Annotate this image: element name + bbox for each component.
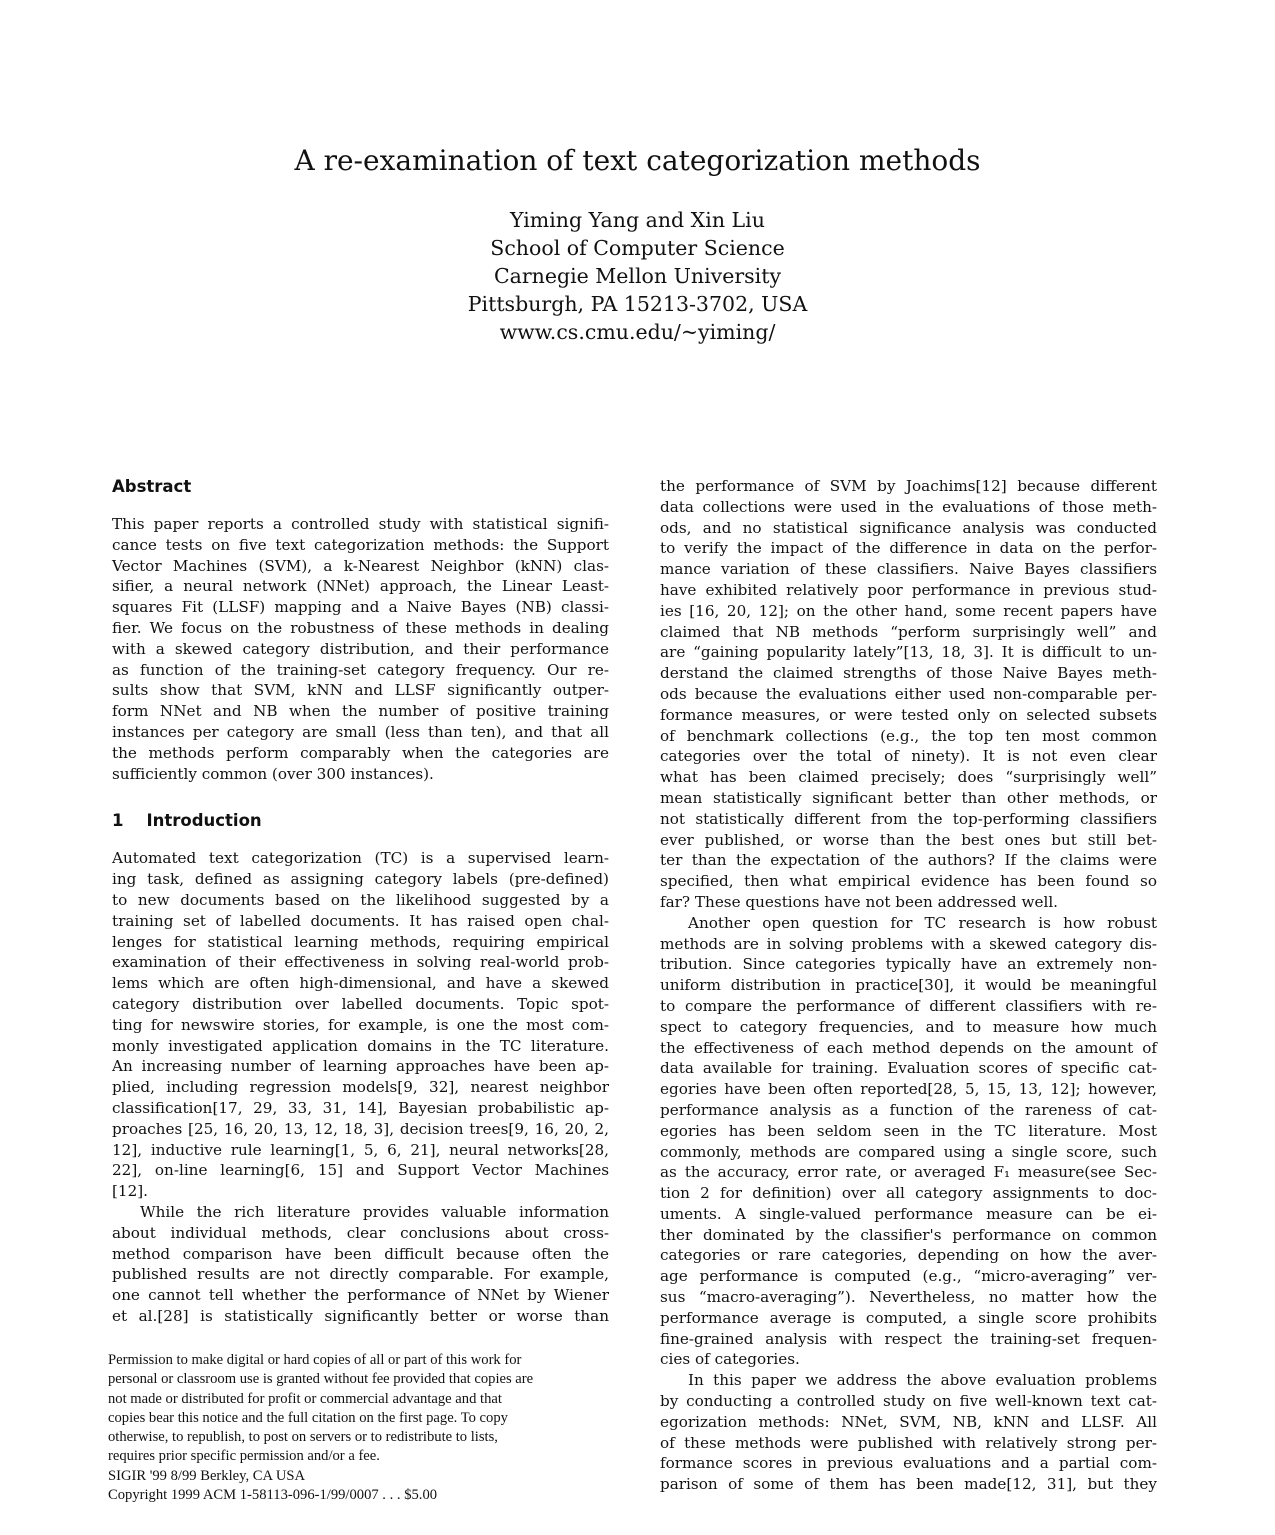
text-line: While the rich literature provides valuable information bbox=[140, 1202, 609, 1221]
text-line: Vector Machines (SVM), a k-Nearest Neighbor (kNN) clas- bbox=[112, 556, 609, 575]
text-line: method comparison have been difficult because often the bbox=[112, 1244, 609, 1263]
author-block bbox=[0, 206, 1275, 346]
text-line: about individual methods, clear conclusions about cross- bbox=[112, 1223, 609, 1242]
text-line: 22], on-line learning[6, 15] and Support Vector Machines bbox=[112, 1161, 609, 1180]
right-paragraph-2 bbox=[660, 913, 1157, 1371]
author-department: School of Computer Science bbox=[490, 236, 785, 260]
text-line: 12], inductive rule learning[1, 5, 6, 21], neural networks[28, bbox=[112, 1140, 609, 1159]
author-url: www.cs.cmu.edu/~yiming/ bbox=[499, 320, 776, 344]
section-heading-introduction: 1 Introduction bbox=[112, 811, 262, 831]
permission-line: requires prior specific permission and/or a fee. bbox=[108, 1448, 380, 1465]
text-line: the performance of SVM by Joachims[12] because different bbox=[660, 477, 1157, 495]
permission-line: not made or distributed for profit or commercial advantage and that bbox=[108, 1390, 502, 1407]
text-line: cies of categories. bbox=[660, 1350, 800, 1369]
text-line: categories or rare categories, depending on how the aver- bbox=[660, 1246, 1157, 1265]
permission-notice bbox=[108, 1351, 608, 1505]
text-line: This paper reports a controlled study with statistical signifi- bbox=[112, 515, 609, 533]
text-line: egories have been often reported[28, 5, 15, 13, 12]; however, bbox=[660, 1080, 1157, 1099]
permission-line: Copyright 1999 ACM 1-58113-096-1/99/0007 . . . $5.00 bbox=[108, 1487, 438, 1504]
text-line: training set of labelled documents. It has raised open chal- bbox=[112, 911, 609, 930]
text-line: et al.[28] is statistically significantly better or worse than bbox=[112, 1306, 609, 1325]
text-line: [12]. bbox=[112, 1182, 149, 1201]
text-line: tion 2 for definition) over all category assignments to doc- bbox=[660, 1184, 1157, 1203]
text-line: are “gaining popularity lately”[13, 18, 3]. It is difficult to un- bbox=[660, 643, 1157, 662]
right-column bbox=[660, 476, 1157, 1495]
text-line: sufficiently common (over 300 instances). bbox=[112, 764, 434, 783]
text-line: An increasing number of learning approaches have been ap- bbox=[112, 1057, 609, 1076]
text-line: classification[17, 29, 33, 31, 14], Bayesian probabilistic ap- bbox=[112, 1098, 609, 1117]
text-line: as function of the training-set category frequency. Our re- bbox=[112, 660, 609, 679]
text-line: performance analysis as a function of the rareness of cat- bbox=[660, 1100, 1157, 1119]
left-column bbox=[112, 476, 609, 1327]
text-line: egorization methods: NNet, SVM, NB, kNN and LLSF. All bbox=[660, 1412, 1157, 1431]
text-line: performance average is computed, a single score prohibits bbox=[660, 1308, 1157, 1327]
text-line: one cannot tell whether the performance of NNet by Wiener bbox=[112, 1286, 609, 1305]
author-university: Carnegie Mellon University bbox=[493, 264, 782, 288]
text-line: claimed that NB methods “perform surprisingly well” and bbox=[660, 622, 1157, 641]
abstract-text bbox=[112, 514, 609, 784]
text-line: spect to category frequencies, and to measure how much bbox=[660, 1017, 1157, 1036]
text-line: data collections were used in the evaluations of those meth- bbox=[660, 497, 1157, 516]
text-line: ods because the evaluations either used non-comparable per- bbox=[660, 684, 1157, 703]
text-line: of benchmark collections (e.g., the top ten most common bbox=[660, 726, 1157, 745]
intro-paragraph-2 bbox=[112, 1202, 609, 1327]
permission-line: SIGIR '99 8/99 Berkley, CA USA bbox=[108, 1467, 306, 1484]
text-line: egories has been seldom seen in the TC literature. Most bbox=[660, 1121, 1157, 1140]
text-line: have exhibited relatively poor performance in previous stud- bbox=[660, 580, 1157, 599]
text-line: ter than the expectation of the authors? If the claims were bbox=[660, 851, 1157, 870]
text-line: examination of their effectiveness in solving real-world prob- bbox=[112, 953, 609, 972]
text-line: lems which are often high-dimensional, and have a skewed bbox=[112, 974, 609, 993]
text-line: specified, then what empirical evidence has been found so bbox=[660, 872, 1157, 891]
text-line: fine-grained analysis with respect the training-set frequen- bbox=[660, 1329, 1157, 1348]
text-line: to verify the impact of the difference in data on the perfor- bbox=[660, 539, 1157, 558]
text-line: monly investigated application domains in the TC literature. bbox=[112, 1036, 609, 1055]
text-line: Automated text categorization (TC) is a supervised learn- bbox=[112, 849, 609, 868]
text-line: mean statistically significant better than other methods, or bbox=[660, 788, 1157, 807]
text-line: squares Fit (LLSF) mapping and a Naive Bayes (NB) classi- bbox=[112, 598, 609, 617]
text-line: ther dominated by the classifier's performance on common bbox=[660, 1225, 1157, 1244]
text-line: sus “macro-averaging”). Nevertheless, no matter how the bbox=[660, 1288, 1157, 1307]
text-line: the methods perform comparably when the categories are bbox=[112, 743, 609, 762]
text-line: derstand the claimed strengths of those Naive Bayes meth- bbox=[660, 664, 1157, 683]
text-line: category distribution over labelled documents. Topic spot- bbox=[112, 994, 609, 1013]
intro-paragraph-1 bbox=[112, 848, 609, 1202]
text-line: sifier, a neural network (NNet) approach, the Linear Least- bbox=[112, 577, 609, 596]
text-line: not statistically different from the top-performing classifiers bbox=[660, 809, 1157, 828]
text-line: tribution. Since categories typically have an extremely non- bbox=[660, 955, 1157, 974]
paper-title: A re-examination of text categorization methods bbox=[294, 144, 981, 177]
text-line: to compare the performance of different classifiers with re- bbox=[660, 996, 1157, 1015]
text-line: as the accuracy, error rate, or averaged F₁ measure(see Sec- bbox=[660, 1163, 1157, 1182]
abstract-heading: Abstract bbox=[112, 477, 192, 496]
text-line: uniform distribution in practice[30], it would be meaningful bbox=[660, 976, 1157, 995]
text-line: far? These questions have not been addressed well. bbox=[660, 892, 1059, 911]
text-line: instances per category are small (less than ten), and that all bbox=[112, 722, 609, 741]
right-paragraph-1 bbox=[660, 476, 1157, 913]
text-line: formance measures, or were tested only on selected subsets bbox=[660, 705, 1157, 724]
text-line: fier. We focus on the robustness of these methods in dealing bbox=[112, 618, 609, 637]
text-line: proaches [25, 16, 20, 13, 12, 18, 3], decision trees[9, 16, 20, 2, bbox=[112, 1119, 609, 1138]
text-line: what has been claimed precisely; does “surprisingly well” bbox=[660, 768, 1157, 787]
permission-line: copies bear this notice and the full citation on the first page. To copy bbox=[108, 1409, 508, 1426]
text-line: ing task, defined as assigning category labels (pre-defined) bbox=[112, 870, 609, 889]
text-line: commonly, methods are compared using a single score, such bbox=[660, 1142, 1157, 1161]
text-line: plied, including regression models[9, 32], nearest neighbor bbox=[112, 1078, 609, 1097]
text-line: ods, and no statistical significance analysis was conducted bbox=[660, 518, 1157, 537]
text-line: categories over the total of ninety). It is not even clear bbox=[660, 747, 1157, 766]
text-line: formance scores in previous evaluations and a partial com- bbox=[660, 1454, 1157, 1473]
text-line: ting for newswire stories, for example, is one the most com- bbox=[112, 1015, 609, 1034]
text-line: cance tests on five text categorization methods: the Support bbox=[112, 535, 609, 554]
author-address: Pittsburgh, PA 15213-3702, USA bbox=[467, 292, 808, 316]
text-line: with a skewed category distribution, and their performance bbox=[112, 639, 609, 658]
text-line: data available for training. Evaluation scores of specific cat- bbox=[660, 1059, 1157, 1078]
permission-line: Permission to make digital or hard copies of all or part of this work for bbox=[108, 1352, 522, 1368]
author-names: Yiming Yang and Xin Liu bbox=[510, 208, 765, 232]
text-line: In this paper we address the above evaluation problems bbox=[688, 1371, 1157, 1390]
right-paragraph-3 bbox=[660, 1370, 1157, 1495]
permission-line: otherwise, to republish, to post on servers or to redistribute to lists, bbox=[108, 1429, 498, 1446]
text-line: published results are not directly comparable. For example, bbox=[112, 1265, 609, 1284]
text-line: by conducting a controlled study on five well-known text cat- bbox=[660, 1392, 1157, 1411]
text-line: Another open question for TC research is how robust bbox=[688, 913, 1157, 932]
text-line: methods are in solving problems with a skewed category dis- bbox=[660, 934, 1157, 953]
text-line: uments. A single-valued performance measure can be ei- bbox=[660, 1204, 1157, 1223]
text-line: the effectiveness of each method depends on the amount of bbox=[660, 1038, 1157, 1057]
text-line: ever published, or worse than the best ones but still bet- bbox=[660, 830, 1157, 849]
text-line: age performance is computed (e.g., “micro-averaging” ver- bbox=[660, 1267, 1157, 1286]
text-line: parison of some of them has been made[12, 31], but they bbox=[660, 1475, 1157, 1494]
text-line: ies [16, 20, 12]; on the other hand, some recent papers have bbox=[660, 601, 1157, 620]
text-line: mance variation of these classifiers. Naive Bayes classifiers bbox=[660, 560, 1157, 579]
text-line: lenges for statistical learning methods, requiring empirical bbox=[112, 932, 609, 951]
permission-line: personal or classroom use is granted without fee provided that copies are bbox=[108, 1371, 534, 1388]
text-line: sults show that SVM, kNN and LLSF significantly outper- bbox=[112, 681, 609, 700]
text-line: of these methods were published with relatively strong per- bbox=[660, 1433, 1157, 1452]
text-line: to new documents based on the likelihood suggested by a bbox=[112, 890, 609, 909]
text-line: form NNet and NB when the number of positive training bbox=[112, 702, 609, 721]
